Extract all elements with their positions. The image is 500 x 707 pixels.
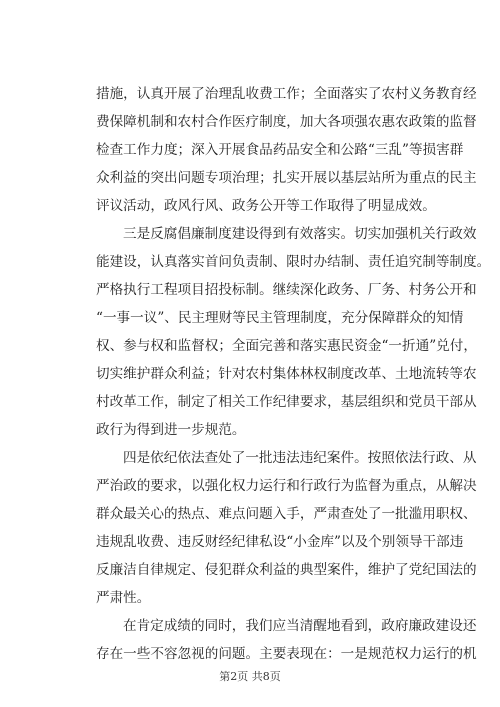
page-footer: 第2页 共8页: [219, 670, 281, 683]
paragraph-4: [96, 612, 477, 668]
text-line: 措施，认真开展了治理乱收费工作；全面落实了农村义务教育经: [96, 86, 477, 102]
text-line: 存在一些不容忽视的问题。主要表现在：一是规范权力运行的机: [96, 646, 477, 662]
text-line: 违规乱收费、违反财经纪律私设“小金库”以及个别领导干部违: [96, 534, 464, 550]
text-line: 在肯定成绩的同时，我们应当清醒地看到，政府廉政建设还: [123, 618, 477, 634]
text-line: 评议活动，政风行风、政务公开等工作取得了明显成效。: [96, 198, 436, 214]
text-line: 检查工作力度；深入开展食品药品安全和公路“三乱”等损害群: [96, 142, 464, 158]
text-line: 四是依纪依法查处了一批违法违纪案件。按照依法行政、从: [123, 450, 477, 466]
text-line: “一事一议”、民主理财等民主管理制度，充分保障群众的知情: [96, 310, 464, 326]
text-line: 权、参与权和监督权；全面完善和落实惠民资金“一折通”兑付，: [96, 338, 477, 354]
text-line: 能建设，认真落实首问负责制、限时办结制、责任追究制等制度。: [96, 254, 491, 270]
text-line: 严肃性。: [96, 590, 151, 606]
text-line: 众利益的突出问题专项治理；扎实开展以基层站所为重点的民主: [96, 170, 477, 186]
text-line: 群众最关心的热点、难点问题入手，严肃查处了一批滥用职权、: [96, 506, 477, 522]
text-line: 反廉洁自律规定、侵犯群众利益的典型案件，维护了党纪国法的: [96, 562, 477, 578]
text-line: 政行为得到进一步规范。: [96, 422, 246, 438]
document-body: [96, 80, 491, 668]
paragraph-2: [96, 220, 491, 444]
paragraph-3: [96, 444, 477, 612]
text-line: 三是反腐倡廉制度建设得到有效落实。切实加强机关行政效: [123, 226, 477, 242]
text-line: 村改革工作，制定了相关工作纪律要求，基层组织和党员干部从: [96, 394, 477, 410]
text-line: 严治政的要求，以强化权力运行和行政行为监督为重点，从解决: [96, 478, 477, 494]
text-line: 严格执行工程项目招投标制。继续深化政务、厂务、村务公开和: [96, 282, 477, 298]
text-line: 切实维护群众利益；针对农村集体林权制度改革、土地流转等农: [96, 366, 477, 382]
paragraph-1: [96, 80, 477, 220]
text-line: 费保障机制和农村合作医疗制度，加大各项强农惠农政策的监督: [96, 114, 477, 130]
